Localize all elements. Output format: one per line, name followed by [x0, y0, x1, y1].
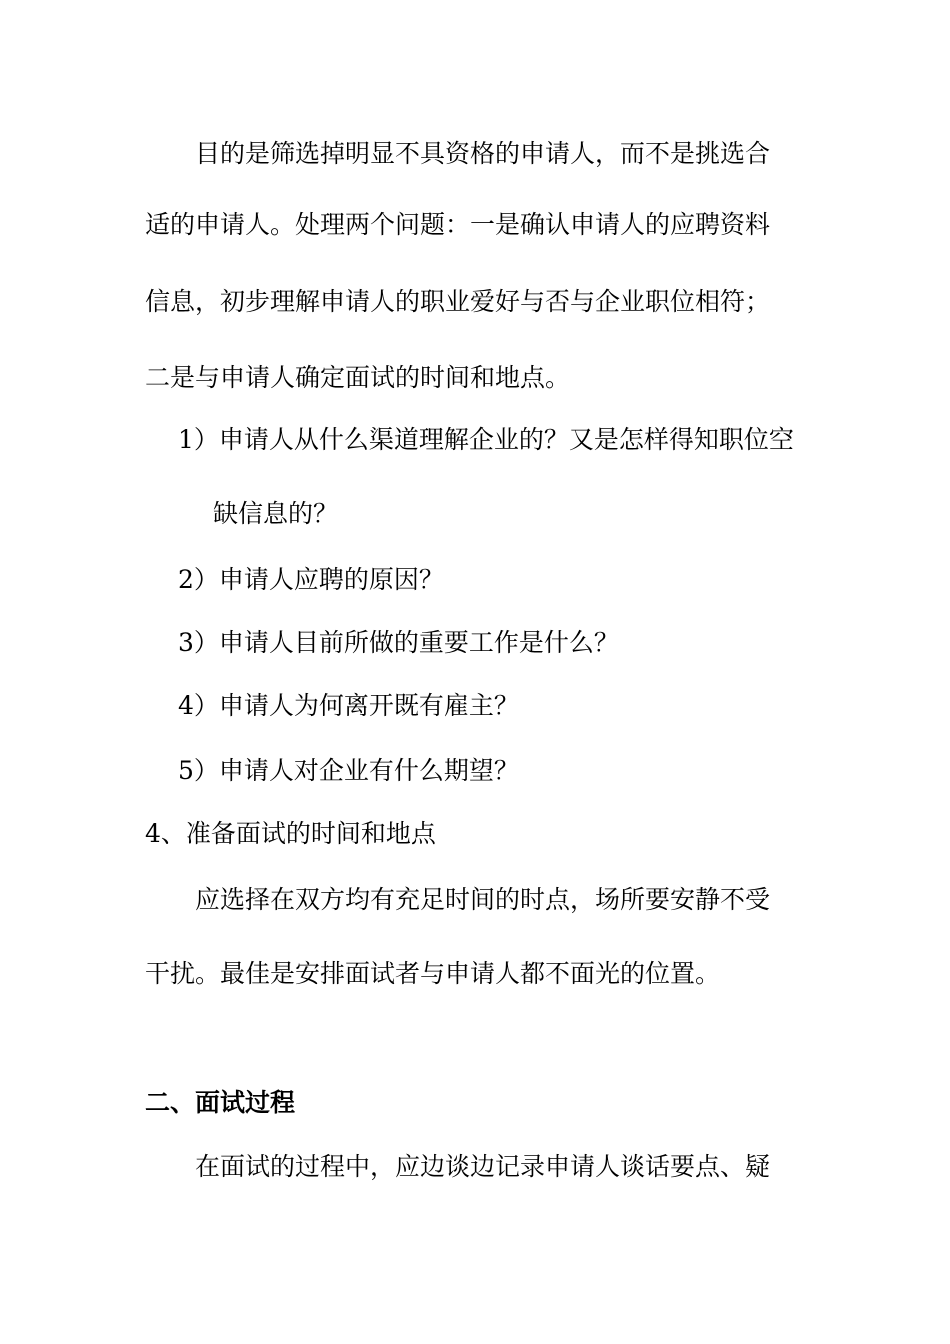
paragraph-line: 应选择在双方均有充足时间的时点，场所要安静不受 [195, 885, 771, 914]
question-item: 5）申请人对企业有什么期望？ [178, 756, 519, 785]
question-item: 1）申请人从什么渠道理解企业的？又是怎样得知职位空 [178, 425, 794, 454]
paragraph-line: 二是与申请人确定面试的时间和地点。 [145, 363, 571, 392]
paragraph-line: 在面试的过程中，应边谈边记录申请人谈话要点、疑 [195, 1152, 771, 1181]
paragraph-line: 信息，初步理解申请人的职业爱好与否与企业职位相符； [145, 287, 771, 316]
section-heading: 二、面试过程 [145, 1088, 296, 1117]
question-item-continuation: 缺信息的？ [213, 499, 339, 528]
question-item: 4）申请人为何离开既有雇主？ [178, 691, 519, 720]
paragraph-line: 干扰。最佳是安排面试者与申请人都不面光的位置。 [145, 959, 721, 988]
paragraph-line: 目的是筛选掉明显不具资格的申请人，而不是挑选合 [195, 139, 771, 168]
question-item: 2）申请人应聘的原因？ [178, 565, 444, 594]
section-heading: 4、准备面试的时间和地点 [145, 819, 436, 848]
paragraph-line: 适的申请人。处理两个问题：一是确认申请人的应聘资料 [145, 210, 771, 239]
question-item: 3）申请人目前所做的重要工作是什么？ [178, 628, 619, 657]
